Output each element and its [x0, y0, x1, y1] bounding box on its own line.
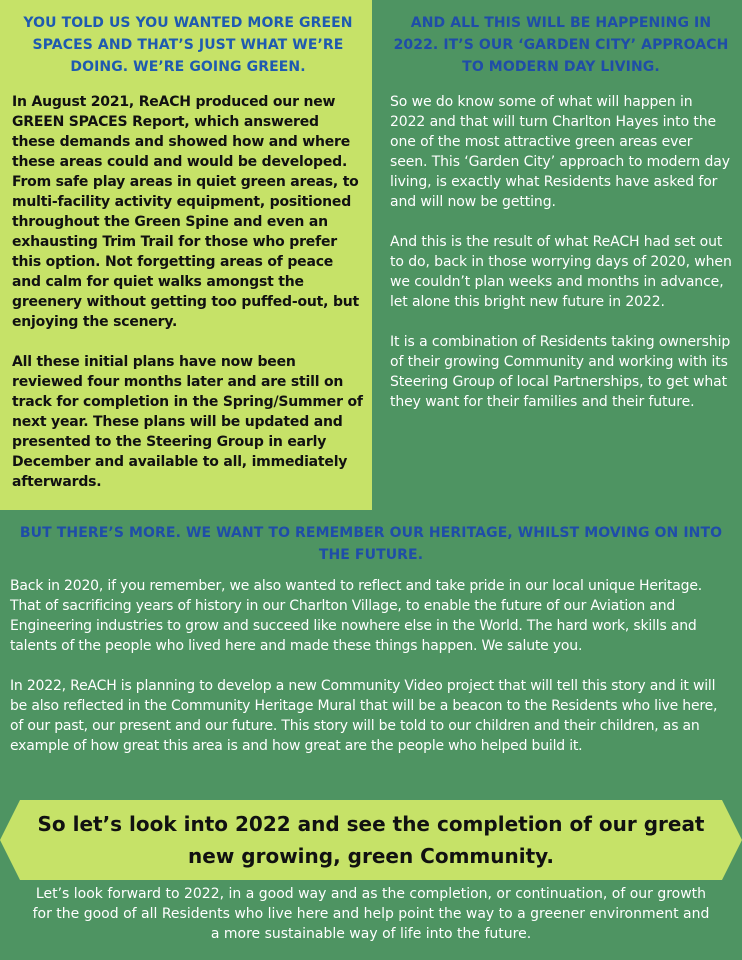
right-paragraph-3: It is a combination of Residents taking ownership of their growing Community and working with its Steering Group of local Partnerships, to get what they want for their families and their future. [390, 334, 731, 410]
left-column-heading: YOU TOLD US YOU WANTED MORE GREEN SPACES AND THAT’S JUST WHAT WE’RE DOING. WE’RE GOING GREEN. [23, 15, 353, 75]
left-paragraph-2: All these initial plans have now been reviewed four months later and are still on track for completion in the Spring/Summer of next year. These plans will be updated and presented to the Steering Group in early December and available to all, immediately afterwards. [12, 354, 363, 490]
footer-text: Let’s look forward to 2022, in a good way and as the completion, or continuation, of our growth for the good of all Residents who live here and help point the way to a greener environment and a more sustainable way of life into the future. [32, 886, 710, 942]
heritage-paragraph-1: Back in 2020, if you remember, we also wanted to reflect and take pride in our local unique Heritage. That of sacrificing years of history in our Charlton Village, to enable the future of our Aviation and Engineering industries to grow and succeed like nowhere else in the World. The hard work, skills and talents of the people who lived here and made these things happen. We salute you. [10, 578, 703, 654]
right-column [372, 0, 742, 510]
heritage-heading: BUT THERE’S MORE. WE WANT TO REMEMBER OUR HERITAGE, WHILST MOVING ON INTO THE FUTURE. [19, 525, 723, 563]
right-column-heading: AND ALL THIS WILL BE HAPPENING IN 2022. IT’S OUR ‘GARDEN CITY’ APPROACH TO MODERN DAY LIVING. [393, 15, 729, 75]
heritage-section [0, 510, 742, 800]
right-paragraph-1: So we do know some of what will happen in 2022 and that will turn Charlton Hayes into the one of the most attractive green areas ever seen. This ‘Garden City’ approach to modern day living, is exactly what Residents have asked for and will now be getting. [390, 94, 730, 210]
banner-text: So let’s look into 2022 and see the completion of our great new growing, green Community. [37, 812, 705, 868]
call-to-action-banner [0, 800, 742, 880]
right-paragraph-2: And this is the result of what ReACH had set out to do, back in those worrying days of 2020, when we couldn’t plan weeks and months in advance, let alone this bright new future in 2022. [390, 234, 732, 310]
left-column [0, 0, 372, 510]
heritage-paragraph-2: In 2022, ReACH is planning to develop a new Community Video project that will tell this story and it will be also reflected in the Community Heritage Mural that will be a beacon to the Residents who live here, of our past, our present and our future. This story will be told to our children and their children, as an example of how great this area is and how great are the people who helped build it. [10, 678, 718, 754]
left-paragraph-1: In August 2021, ReACH produced our new GREEN SPACES Report, which answered these demands and showed how and where these areas could and would be developed. From safe play areas in quiet green areas, to multi-facility activity equipment, positioned throughout the Green Spine and even an exhausting Trim Trail for those who prefer this option. Not forgetting areas of peace and calm for quiet walks amongst the greenery without getting too puffed-out, but enjoying the scenery. [12, 94, 360, 330]
